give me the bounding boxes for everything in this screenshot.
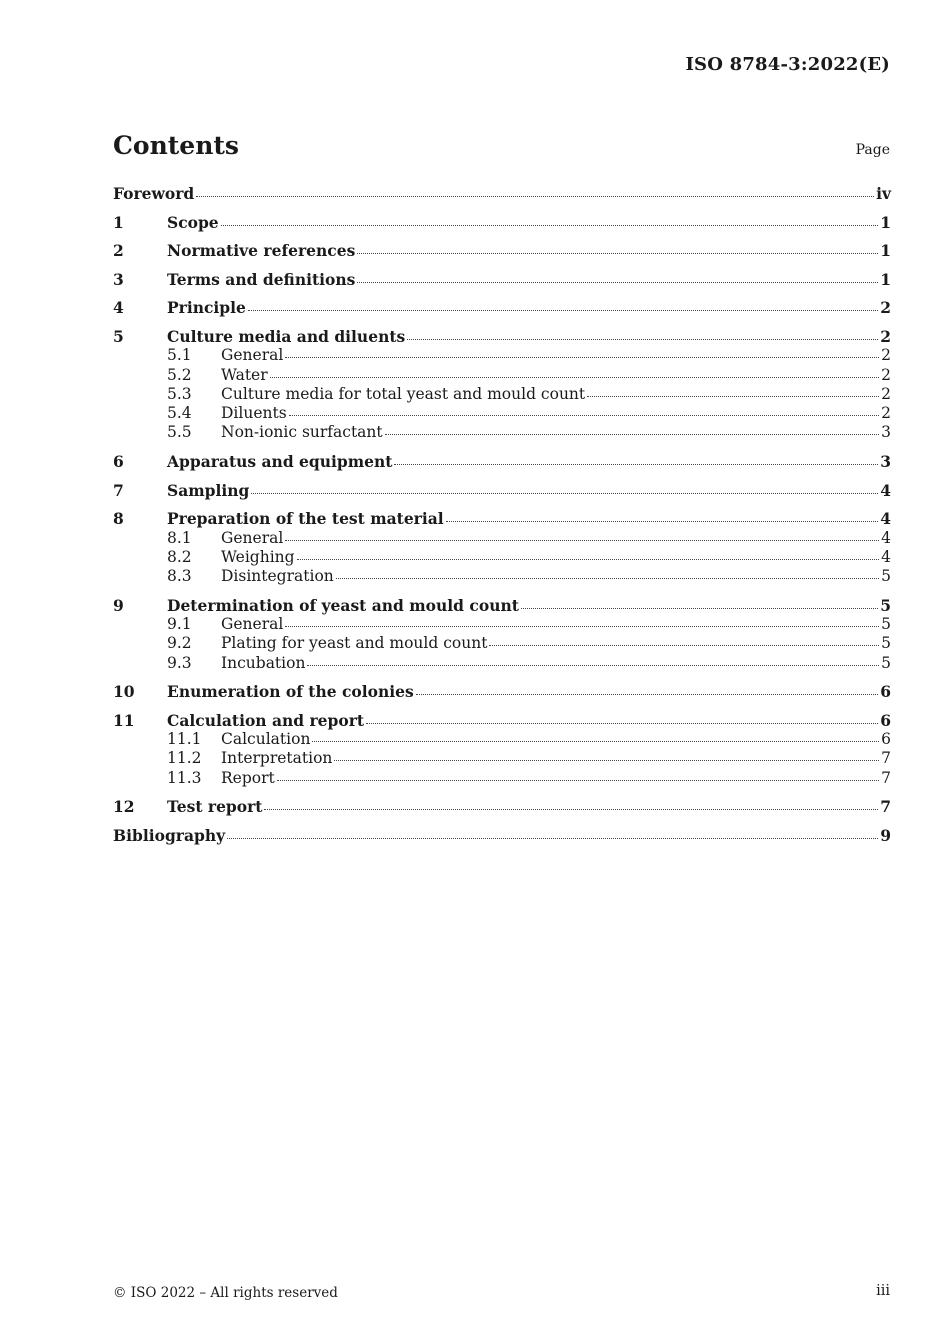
toc-entry-page: 5: [881, 567, 891, 586]
toc-entry-number: 5: [113, 326, 124, 346]
dot-leader: [285, 539, 879, 541]
toc-entry-title: General: [221, 528, 284, 547]
toc-entry-number: 9.1: [167, 615, 192, 634]
toc-entry-page: 2: [881, 384, 891, 403]
dot-leader: [357, 252, 878, 254]
toc-entry-page: 2: [881, 404, 891, 423]
toc-entry-page: 4: [880, 480, 891, 500]
dot-leader: [334, 759, 879, 761]
dot-leader: [196, 195, 874, 197]
dot-leader: [385, 433, 879, 435]
toc-entry[interactable]: [113, 184, 891, 203]
toc-entry-page: 6: [880, 710, 891, 730]
toc-entry[interactable]: [113, 241, 891, 260]
toc-entry-title: Water: [221, 365, 268, 384]
toc-entry-number: 5.2: [167, 365, 192, 384]
dot-leader: [357, 281, 878, 283]
dot-leader: [446, 520, 879, 522]
toc-entry-title: Calculation and report: [167, 710, 365, 730]
toc-entry-number: 5.5: [167, 423, 192, 442]
toc-entry-page: 1: [880, 241, 891, 261]
toc-entry-number: 2: [113, 241, 124, 261]
toc-entry-number: 6: [113, 452, 124, 472]
toc-entry-number: 11: [113, 710, 135, 730]
toc-entry-number: 12: [113, 797, 135, 817]
dot-leader: [248, 309, 878, 311]
toc-entry-page: 9: [880, 825, 891, 845]
toc-entry-title: Bibliography: [113, 825, 226, 845]
toc-entry[interactable]: [113, 797, 891, 816]
toc-entry-title: General: [221, 346, 284, 365]
dot-leader: [289, 414, 879, 416]
dot-leader: [407, 338, 878, 340]
dot-leader: [366, 722, 878, 724]
toc-entry-page: 3: [881, 423, 891, 442]
toc-entry-title: Weighing: [221, 547, 295, 566]
toc-entry[interactable]: [113, 481, 891, 500]
toc-subentry[interactable]: [113, 548, 891, 567]
toc-entry[interactable]: [113, 213, 891, 232]
toc-entry-title: Scope: [167, 212, 219, 232]
dot-leader: [587, 395, 879, 397]
toc-entry-number: 3: [113, 269, 124, 289]
toc-subentry[interactable]: [113, 615, 891, 634]
toc-entry-title: Plating for yeast and mould count: [221, 634, 488, 653]
dot-leader: [394, 463, 878, 465]
toc-entry-title: Incubation: [221, 653, 306, 672]
toc-entry-page: 5: [881, 653, 891, 672]
toc-subentry[interactable]: [113, 423, 891, 442]
toc-subentry[interactable]: [113, 654, 891, 673]
toc-subentry[interactable]: [113, 346, 891, 365]
toc-subentry[interactable]: [113, 634, 891, 653]
toc-subentry[interactable]: [113, 567, 891, 586]
toc-entry[interactable]: [113, 298, 891, 317]
dot-leader: [227, 837, 878, 839]
dot-leader: [277, 779, 879, 781]
toc-entry[interactable]: [113, 711, 891, 730]
toc-entry-page: 6: [881, 730, 891, 749]
dot-leader: [416, 693, 878, 695]
toc-entry-page: 5: [881, 634, 891, 653]
toc-subentry[interactable]: [113, 404, 891, 423]
toc-entry-title: Terms and definitions: [167, 269, 356, 289]
dot-leader: [285, 625, 879, 627]
dot-leader: [521, 607, 878, 609]
toc-entry[interactable]: [113, 452, 891, 471]
toc-entry-title: Foreword: [113, 184, 195, 203]
toc-entry-number: 8: [113, 509, 124, 529]
page-column-label: Page: [855, 142, 890, 158]
toc-entry-page: 5: [881, 615, 891, 634]
toc-entry-title: Culture media for total yeast and mould count: [221, 384, 586, 403]
toc-entry-page: 2: [881, 365, 891, 384]
toc-entry[interactable]: [113, 596, 891, 615]
toc-entry[interactable]: [113, 682, 891, 701]
toc-entry-title: General: [221, 615, 284, 634]
toc-entry-number: 4: [113, 298, 124, 318]
toc-entry[interactable]: [113, 270, 891, 289]
dot-leader: [251, 492, 878, 494]
dot-leader: [285, 356, 879, 358]
toc-entry-title: Culture media and diluents: [167, 326, 406, 346]
toc-entry-title: Non-ionic surfactant: [221, 423, 383, 442]
toc-entry-page: iv: [876, 184, 891, 203]
toc-entry[interactable]: [113, 826, 891, 845]
toc-entry-page: 3: [880, 452, 891, 472]
toc-entry-number: 11.3: [167, 768, 202, 787]
toc-entry-title: Apparatus and equipment: [167, 452, 393, 472]
toc-subentry[interactable]: [113, 385, 891, 404]
toc-entry-page: 1: [880, 212, 891, 232]
toc-entry-number: 10: [113, 682, 135, 702]
toc-entry-title: Determination of yeast and mould count: [167, 595, 519, 615]
toc-entry-number: 8.2: [167, 547, 192, 566]
dot-leader: [270, 376, 879, 378]
toc-entry-number: 5.4: [167, 404, 192, 423]
dot-leader: [264, 808, 878, 810]
toc-entry[interactable]: [113, 509, 891, 528]
toc-subentry[interactable]: [113, 529, 891, 548]
toc-entry-title: Test report: [167, 797, 263, 817]
copyright-notice: © ISO 2022 – All rights reserved: [113, 1285, 338, 1301]
table-of-contents: [113, 184, 891, 845]
toc-entry-title: Calculation: [221, 730, 311, 749]
toc-entry-number: 7: [113, 480, 124, 500]
dot-leader: [312, 740, 879, 742]
toc-entry-title: Principle: [167, 298, 246, 318]
toc-entry-number: 1: [113, 212, 124, 232]
toc-entry-title: Sampling: [167, 480, 250, 500]
dot-leader: [489, 644, 879, 646]
footer-page-number: iii: [876, 1283, 890, 1299]
toc-entry-number: 11.2: [167, 749, 202, 768]
toc-entry-title: Disintegration: [221, 567, 334, 586]
contents-heading: Contents: [113, 131, 240, 160]
dot-leader: [221, 224, 879, 226]
document-reference: ISO 8784-3:2022(E): [685, 54, 890, 75]
toc-entry-title: Report: [221, 768, 275, 787]
toc-entry-title: Interpretation: [221, 749, 333, 768]
toc-entry-page: 1: [880, 269, 891, 289]
toc-entry-title: Enumeration of the colonies: [167, 682, 414, 702]
toc-entry-title: Normative references: [167, 241, 356, 261]
toc-entry-page: 7: [881, 768, 891, 787]
toc-entry[interactable]: [113, 327, 891, 346]
toc-entry-number: 5.3: [167, 384, 192, 403]
toc-entry-page: 7: [881, 749, 891, 768]
toc-entry-title: Preparation of the test material: [167, 509, 444, 529]
toc-entry-number: 9: [113, 595, 124, 615]
toc-entry-page: 7: [880, 797, 891, 817]
toc-subentry[interactable]: [113, 769, 891, 788]
toc-entry-number: 5.1: [167, 346, 192, 365]
toc-entry-page: 2: [880, 326, 891, 346]
dot-leader: [336, 577, 879, 579]
toc-entry-number: 9.3: [167, 653, 192, 672]
toc-entry-page: 4: [881, 547, 891, 566]
toc-entry-number: 8.3: [167, 567, 192, 586]
toc-subentry[interactable]: [113, 366, 891, 385]
toc-entry-title: Diluents: [221, 404, 287, 423]
dot-leader: [297, 558, 880, 560]
toc-entry-page: 5: [880, 595, 891, 615]
toc-entry-page: 4: [881, 528, 891, 547]
toc-subentry[interactable]: [113, 749, 891, 768]
toc-entry-number: 11.1: [167, 730, 202, 749]
toc-subentry[interactable]: [113, 730, 891, 749]
toc-entry-page: 2: [881, 346, 891, 365]
dot-leader: [307, 664, 879, 666]
toc-entry-page: 6: [880, 682, 891, 702]
toc-entry-page: 4: [880, 509, 891, 529]
toc-entry-number: 9.2: [167, 634, 192, 653]
toc-entry-page: 2: [880, 298, 891, 318]
toc-entry-number: 8.1: [167, 528, 192, 547]
